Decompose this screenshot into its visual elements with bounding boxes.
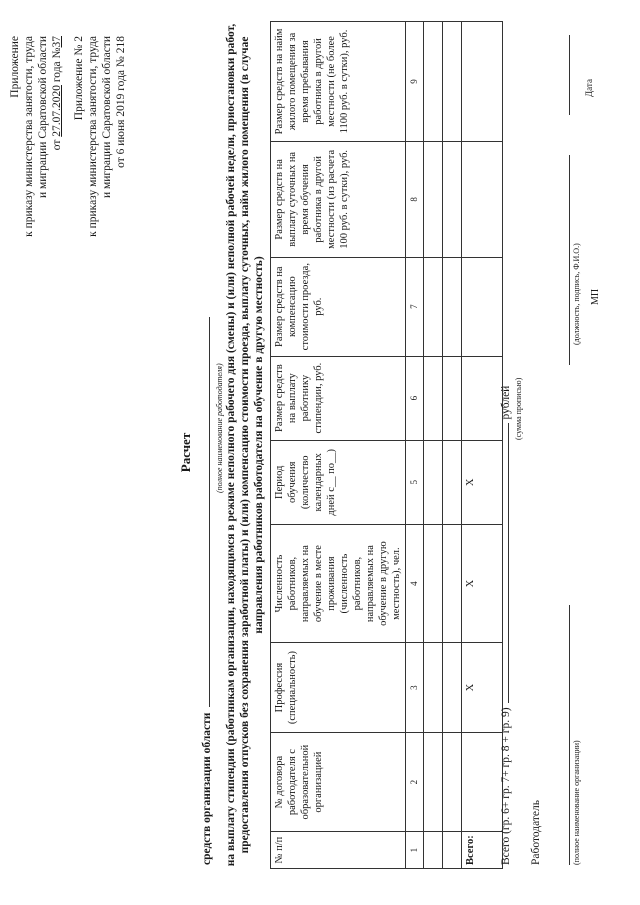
appendix-title: Приложение	[9, 36, 21, 98]
date-line	[568, 35, 570, 115]
table-cell	[424, 832, 443, 869]
table-cell	[424, 356, 443, 440]
table-cell	[424, 141, 443, 257]
org-sublabel: (полное наименование работодателя)	[215, 363, 224, 493]
table-cell	[462, 732, 503, 831]
column-number-row	[406, 22, 424, 869]
appendix2-line: и миграции Саратовской области	[101, 36, 113, 199]
total-unit: рублей	[500, 385, 512, 420]
column-number: 9	[406, 22, 424, 142]
table-cell	[462, 22, 503, 142]
org-label: средств организации области	[201, 712, 213, 865]
appendix2-header	[72, 36, 128, 237]
header-cell: Профессия (специальность)	[271, 643, 406, 733]
table-cell	[443, 257, 462, 356]
date-label: Дата	[584, 79, 594, 97]
table-cell	[443, 832, 462, 869]
stamp-place: МП	[590, 288, 601, 305]
header-cell: Период обучения (количество календарных дней с__ по__)	[271, 440, 406, 524]
org-name-sublabel: (полное наименование организации)	[572, 740, 581, 865]
appendix-order-line: от 27.07.2020 года №37	[51, 36, 63, 151]
sum-sublabel: (сумма прописью)	[514, 377, 523, 440]
column-number: 3	[406, 643, 424, 733]
table-cell	[424, 643, 443, 733]
table-cell	[424, 257, 443, 356]
appendix2-title: Приложение № 2	[73, 36, 85, 121]
header-cell: № п/п	[271, 832, 406, 869]
header-cell: Размер средств на выплату суточных на время обучения работника в другой местности (из расчета 100 руб. в сутки), руб.	[271, 141, 406, 257]
appendix2-line: к приказу министерства занятости, труда	[87, 36, 99, 237]
total-text: Всего (гр. 6+ гр. 7+ гр. 8 + гр. 9)	[500, 707, 512, 865]
order-date: 27.07.2020	[51, 85, 63, 137]
table-cell	[462, 141, 503, 257]
header-cell: Размер средств на выплату работнику стипендии, руб.	[271, 356, 406, 440]
table-row	[424, 22, 443, 869]
document-title: Расчет	[178, 432, 193, 473]
table-cell	[443, 356, 462, 440]
column-number: 8	[406, 141, 424, 257]
header-cell: № договора работодателя с образовательной организацией	[271, 732, 406, 831]
table-cell	[424, 440, 443, 524]
appendix-line: и миграции Саратовской области	[37, 36, 49, 199]
x-mark: Х	[462, 440, 503, 524]
total-blank	[498, 423, 509, 703]
x-mark: Х	[462, 524, 503, 642]
signature-line	[568, 155, 570, 365]
signature-line	[568, 605, 570, 865]
table-cell	[443, 643, 462, 733]
total-row	[462, 22, 503, 869]
header-cell: Численность работников, направляемых на обучение в месте проживания (численность работников, направляемых на обучение в другую местность), чел.	[271, 524, 406, 642]
column-number: 1	[406, 832, 424, 869]
table-row	[443, 22, 462, 869]
column-number: 5	[406, 440, 424, 524]
appendix-header	[8, 36, 64, 237]
appendix-line: к приказу министерства занятости, труда	[23, 36, 35, 237]
signature-sublabel: (должность, подпись, Ф.И.О.)	[572, 243, 581, 345]
header-cell: Размер средств на компенсацию стоимости проезда, руб.	[271, 257, 406, 356]
org-line	[199, 317, 213, 865]
table-cell	[462, 356, 503, 440]
table-cell	[443, 732, 462, 831]
table-cell	[462, 257, 503, 356]
table-cell	[424, 524, 443, 642]
header-cell: Размер средств на найм жилого помещения за время пребывания работника в другой местности (не более 1100 руб. в сутки), руб.	[271, 22, 406, 142]
table-header-row	[271, 22, 406, 869]
total-line	[498, 386, 512, 865]
column-number: 4	[406, 524, 424, 642]
table-cell	[443, 141, 462, 257]
column-number: 6	[406, 356, 424, 440]
employer-label: Работодатель	[530, 799, 542, 865]
appendix2-order-line: от 6 июня 2019 года № 218	[115, 36, 127, 168]
order-number: 37	[51, 36, 63, 48]
calculation-table	[270, 21, 503, 869]
column-number: 2	[406, 732, 424, 831]
table-cell	[424, 732, 443, 831]
table-cell	[443, 22, 462, 142]
x-mark: Х	[462, 643, 503, 733]
document-description: на выплату стипендии (работникам организации, находящимся в режиме неполного рабочего дня (смены) и (или) неполной рабочей недели, приостановки работ, предоставления отпусков без сохранения заработной платы) и (или) компенсацию стоимости проезда, выплату суточных, найм жилого помещения (в случае направления работников работодателя на обучение в другую местность)	[225, 23, 265, 867]
total-label: Всего:	[462, 832, 503, 869]
table-cell	[424, 22, 443, 142]
column-number: 7	[406, 257, 424, 356]
org-blank	[199, 317, 210, 707]
table-cell	[443, 440, 462, 524]
table-cell	[443, 524, 462, 642]
